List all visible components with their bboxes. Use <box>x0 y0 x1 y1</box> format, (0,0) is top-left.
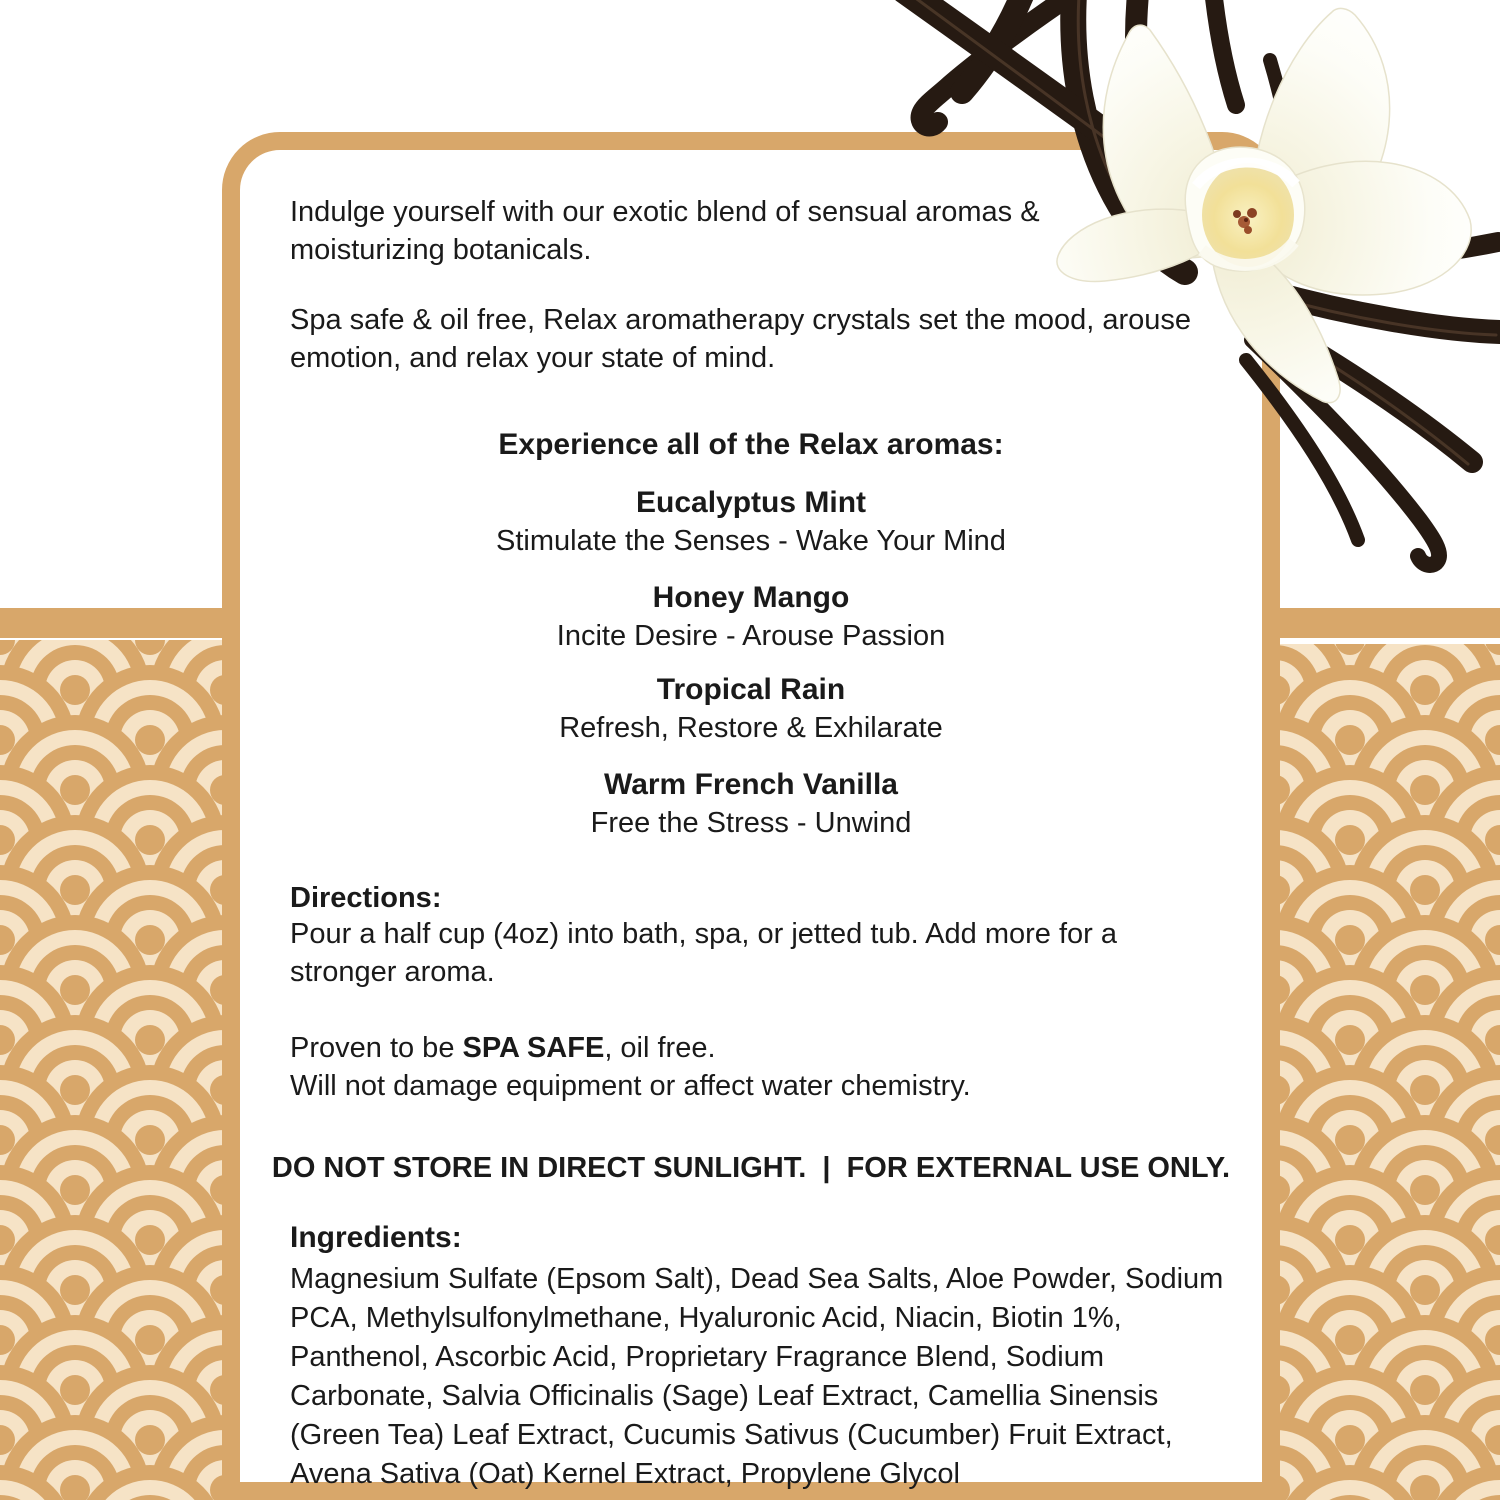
directions-body: Pour a half cup (4oz) into bath, spa, or jetted tub. Add more for a stronger aroma. <box>290 918 1117 988</box>
ingredients-heading: Ingredients: <box>290 1221 462 1254</box>
aroma-tagline: Refresh, Restore & Exhilarate <box>559 712 943 744</box>
seigaiha-pattern-left <box>0 640 232 1500</box>
aroma-tagline: Free the Stress - Unwind <box>590 807 912 839</box>
directions-heading: Directions: <box>290 882 442 914</box>
mood-paragraph: Spa safe & oil free, Relax aromatherapy crystals set the mood, arouse emotion, and relax your state of mind. <box>290 304 1192 374</box>
aroma-group-tropical-rain <box>240 671 1262 747</box>
aroma-tagline: Stimulate the Senses - Wake Your Mind <box>496 525 1006 557</box>
intro-paragraph: Indulge yourself with our exotic blend of sensual aromas & moisturizing botanicals. <box>290 196 1040 266</box>
spa-safe-suffix: , oil free. <box>604 1032 716 1064</box>
gold-bar-left <box>0 608 242 638</box>
aroma-name: Warm French Vanilla <box>604 768 898 801</box>
spa-safe-prefix: Proven to be <box>290 1032 463 1064</box>
aroma-group-honey-mango <box>240 579 1262 655</box>
aroma-name: Tropical Rain <box>656 673 846 706</box>
spa-safe-line2: Will not damage equipment or affect water chemistry. <box>290 1070 971 1102</box>
warning-line: DO NOT STORE IN DIRECT SUNLIGHT. | FOR EXTERNAL USE ONLY. <box>271 1152 1231 1184</box>
ingredients-list: Magnesium Sulfate (Epsom Salt), Dead Sea Salts, Aloe Powder, Sodium PCA, Methylsulfonylmethane, Hyaluronic Acid, Niacin, Biotin 1%, Panthenol, Ascorbic Acid, Proprietary Fragrance Blend, Sodium Carbonate, Salvia Officinalis (Sage) Leaf Extract, Camellia Sinensis (Green Tea) Leaf Extract, Cucumis Sativus (Cucumber) Fruit Extract, Avena Sativa (Oat) Kernel Extract, Propylene Glycol <box>290 1263 1224 1490</box>
seigaiha-pattern-right <box>1268 644 1500 1500</box>
aromas-heading: Experience all of the Relax aromas: <box>498 428 1004 461</box>
aroma-name: Honey Mango <box>652 581 850 614</box>
spa-safe-line <box>290 1029 971 1067</box>
orchid-center <box>1185 147 1305 271</box>
aroma-name: Eucalyptus Mint <box>635 486 867 519</box>
vanilla-flower-image <box>870 0 1500 580</box>
aroma-tagline: Incite Desire - Arouse Passion <box>556 620 946 652</box>
spa-safe-note <box>290 1029 971 1105</box>
gold-bar-right <box>1258 608 1500 638</box>
spa-safe-bold: SPA SAFE <box>462 1032 605 1064</box>
aroma-group-warm-french-vanilla <box>240 766 1262 842</box>
